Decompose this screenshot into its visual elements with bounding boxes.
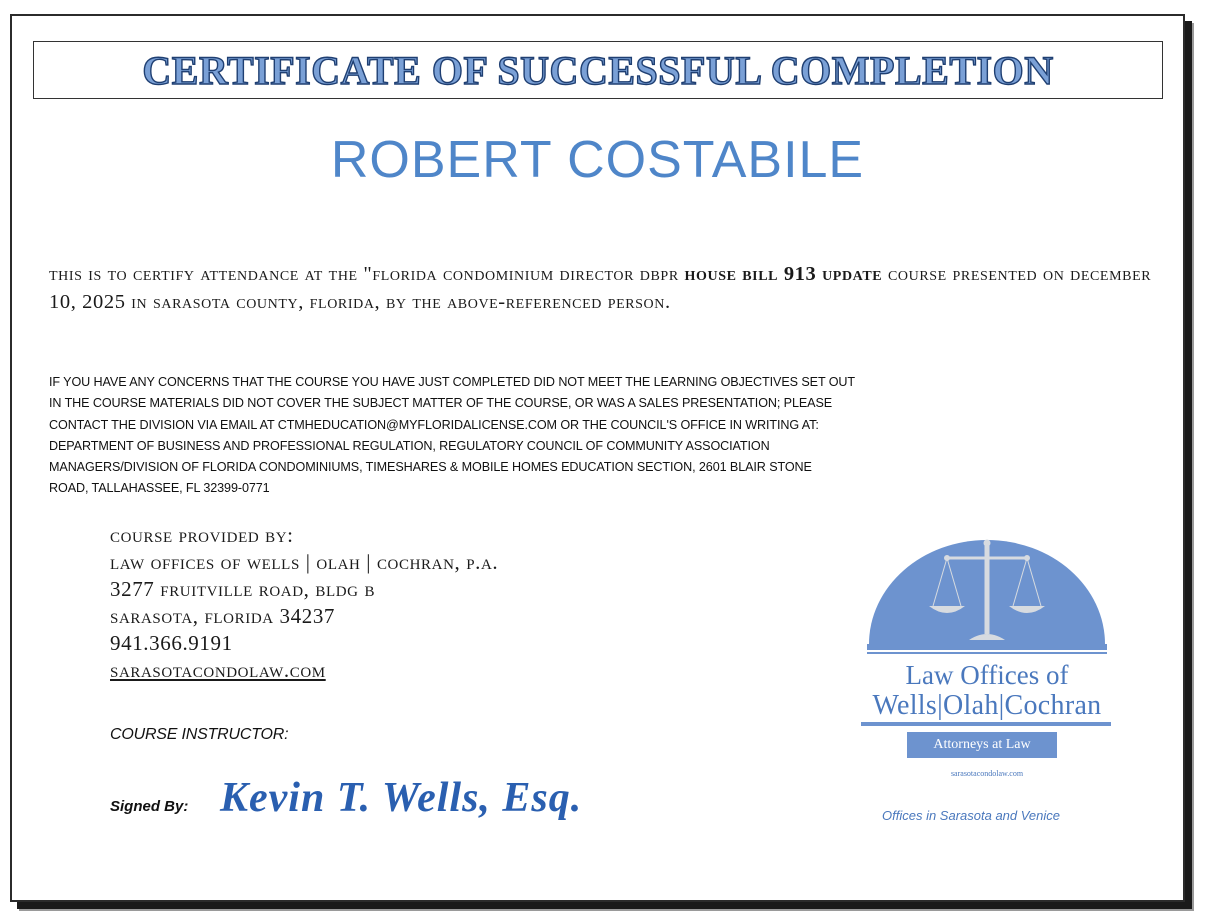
logo-badge: Attorneys at Law <box>907 732 1057 758</box>
signed-by-label: Signed By: <box>110 798 189 815</box>
logo-url: sarasotacondolaw.com <box>950 769 1024 778</box>
offices-note: Offices in Sarasota and Venice <box>882 808 1061 823</box>
certify-course-name: house bill 913 update <box>684 263 883 285</box>
course-instructor-label: COURSE INSTRUCTOR: <box>110 726 289 743</box>
provider-heading: course provided by: <box>110 523 294 547</box>
instructor-signature: Kevin T. Wells, Esq. <box>220 775 583 821</box>
provider-website-link[interactable]: sarasotacondolaw.com <box>110 658 326 682</box>
concerns-line: ROAD, TALLAHASSEE, FL 32399-0771 <box>49 481 270 496</box>
concerns-line: IN THE COURSE MATERIALS DID NOT COVER THE SUBJECT MATTER OF THE COURSE, OR WAS A SALES PRESENTATION; PLEASE <box>49 396 833 411</box>
provider-address-line2: sarasota, florida 34237 <box>110 604 336 628</box>
provider-name: law offices of wells | olah | cochran, p.a. <box>110 550 499 574</box>
certificate-title: CERTIFICATE OF SUCCESSFUL COMPLETION <box>142 47 1054 93</box>
logo-divider <box>861 722 1111 726</box>
law-office-logo <box>847 536 1127 776</box>
certify-text-part2: course presented on december 10, 2025 in sarasota county, florida, by the above-referenced person. <box>49 263 1152 313</box>
certificate-page <box>10 14 1185 902</box>
concerns-line: DEPARTMENT OF BUSINESS AND PROFESSIONAL REGULATION, REGULATORY COUNCIL OF COMMUNITY ASSOCIATION <box>49 438 770 453</box>
logo-text-line2: Wells|Olah|Cochran <box>872 690 1102 721</box>
title-box <box>33 41 1163 99</box>
concerns-line: CONTACT THE DIVISION VIA EMAIL AT CTMHEDUCATION@MYFLORIDALICENSE.COM OR THE COUNCIL'S OFFICE IN WRITING AT: <box>49 417 819 432</box>
course-provider-block <box>110 522 498 684</box>
concerns-line: IF YOU HAVE ANY CONCERNS THAT THE COURSE YOU HAVE JUST COMPLETED DID NOT MEET THE LEARNING OBJECTIVES SET OUT <box>49 375 855 389</box>
recipient-name: ROBERT COSTABILE <box>330 131 865 189</box>
provider-address-line1: 3277 fruitville road, bldg b <box>110 577 376 601</box>
concerns-paragraph <box>49 372 1039 500</box>
certify-text-part1: this is to certify attendance at the "florida condominium director dbpr <box>49 263 685 285</box>
certify-statement <box>49 260 1159 316</box>
provider-phone: 941.366.9191 <box>110 631 233 655</box>
logo-text-line1: Law Offices of <box>905 660 1069 690</box>
scales-of-justice-icon <box>847 536 1127 656</box>
concerns-line: MANAGERS/DIVISION OF FLORIDA CONDOMINIUMS, TIMESHARES & MOBILE HOMES EDUCATION SECTION, 2601 BLAIR STONE <box>49 460 812 475</box>
